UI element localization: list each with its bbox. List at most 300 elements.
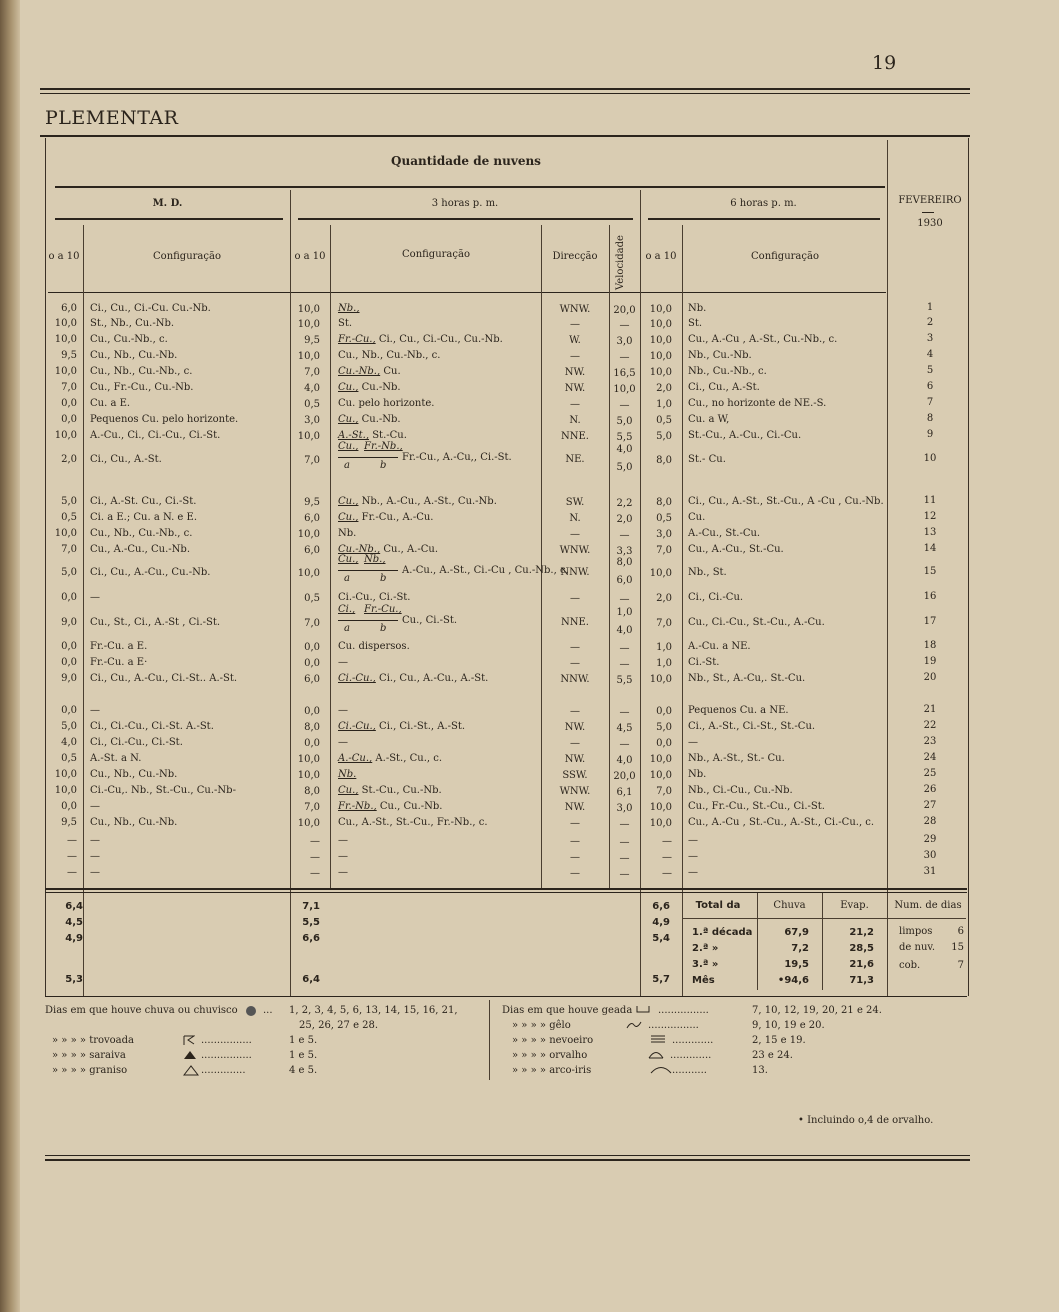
p3-scale-value: 0,0	[304, 738, 320, 749]
fraction-bottom-b: b	[380, 623, 387, 634]
p3-velocity-value: 4,5	[616, 723, 633, 734]
p3-scale-value: 7,0	[304, 802, 320, 813]
p3-scale-value: 6,0	[304, 674, 320, 685]
day-number: 17	[923, 616, 937, 627]
md-config-value: A.-St. a N.	[90, 753, 142, 764]
p6-scale-value: 10,0	[649, 367, 672, 378]
p3-config-value: —	[338, 737, 348, 748]
p6-config-value: Ci., Cu., A.-St., St.-Cu., A -Cu , Cu.-Nb.	[688, 496, 884, 507]
p3-scale-value: 10,0	[297, 351, 320, 362]
p3-config-value: —	[338, 835, 348, 846]
fraction-bottom-a: a	[344, 573, 350, 584]
p3-velocity-value: 2,0	[616, 514, 633, 525]
days-label: limpos	[899, 926, 933, 937]
md-config-value: —	[90, 592, 100, 603]
fraction-top-a: Cu.,	[338, 554, 359, 565]
page-heading: PLEMENTAR	[45, 107, 179, 129]
table-title: Quantidade de nuvens	[391, 154, 541, 168]
p6-config-value: Pequenos Cu. a NE.	[688, 705, 789, 716]
p3-scale-value: 0,5	[304, 399, 320, 410]
p3-scale-value: 0,0	[304, 658, 320, 669]
p3-velocity-value: 3,3	[616, 546, 633, 557]
p3-config-value: Fr.-Cu., A.-Cu,, Ci.-St.	[402, 452, 512, 463]
md-config-value: St., Nb., Cu.-Nb.	[90, 318, 175, 329]
p3-config-value: Cu. dispersos.	[338, 641, 410, 652]
p6-config-value: Ci., Ci.-Cu.	[688, 592, 744, 603]
days-label: de nuv.	[899, 942, 936, 953]
p3-direction-value: SW.	[565, 497, 585, 508]
md-config-value: Cu., Nb., Cu.-Nb., c.	[90, 366, 193, 377]
md-config-value: Ci., A.-St. Cu., Ci.-St.	[90, 496, 197, 507]
p3-scale-value: 7,0	[304, 455, 320, 466]
md-summary-value: 6,4	[65, 901, 83, 912]
legend-dots: ................	[201, 1035, 252, 1046]
md-config-header: Configuração	[153, 251, 221, 262]
md-scale-value: 9,0	[61, 673, 77, 684]
p3-velocity-value: —	[619, 819, 630, 830]
p6-summary-value: 5,4	[652, 933, 670, 944]
day-number: 28	[923, 816, 937, 827]
p6-scale-value: 8,0	[656, 455, 672, 466]
p3-velocity-value: 4,0	[616, 755, 633, 766]
days-value: 7	[957, 960, 964, 971]
md-scale-value: 10,0	[54, 769, 77, 780]
p3-direction-value: —	[570, 836, 580, 847]
fraction-bottom-b: b	[380, 573, 387, 584]
p6-scale-value: 7,0	[656, 786, 672, 797]
p3-config-value: Nb.	[338, 769, 357, 780]
p3-direction-value: WNW.	[559, 304, 591, 315]
fraction-top-b: Fr.-Cu.,	[364, 604, 402, 615]
md-summary-value: 4,9	[65, 933, 83, 944]
p3-config-value: Cu.-Nb., Cu.	[338, 366, 401, 377]
md-rule	[55, 218, 283, 220]
p3-velocity-value: —	[619, 400, 630, 411]
day-number: 7	[926, 397, 934, 408]
legend-days: 9, 10, 19 e 20.	[752, 1020, 825, 1031]
p6-config-value: Cu., A.-Cu , St.-Cu., A.-St., Ci.-Cu., c.	[688, 817, 875, 828]
legend-days: 4 e 5.	[289, 1065, 318, 1076]
totals-rain: 19,5	[784, 959, 809, 970]
p6-scale-value: 0,0	[656, 706, 672, 717]
day-number: 30	[923, 850, 937, 861]
day-number: 19	[923, 656, 937, 667]
hail-icon	[183, 1050, 197, 1063]
p3-scale-value: 9,5	[304, 497, 320, 508]
legend-label: Dias em que houve chuva ou chuvisco	[45, 1005, 238, 1016]
md-config-value: Cu. a E.	[90, 398, 131, 409]
md-scale-value: 4,0	[61, 737, 77, 748]
md-scale-header: o a 10	[48, 251, 80, 262]
p3-scale-value: 10,0	[297, 818, 320, 829]
md-config-value: Cu., Cu.-Nb., c.	[90, 334, 168, 345]
totals-header-cell: Chuva	[773, 900, 806, 911]
p3-config-value: Ci.-Cu., Ci., Ci.-St., A.-St.	[338, 721, 466, 732]
p3-scale-value: 3,0	[304, 415, 320, 426]
md-config-value: —	[90, 801, 100, 812]
md-config-value: —	[90, 705, 100, 716]
md-scale-value: 10,0	[54, 318, 77, 329]
md-scale-value: 10,0	[54, 366, 77, 377]
md-config-value: Cu., Nb., Cu.-Nb.	[90, 350, 178, 361]
md-config-value: Cu., A.-Cu., Cu.-Nb.	[90, 544, 191, 555]
day-number: 5	[926, 365, 934, 376]
md-config-value: Ci.-Cu,. Nb., St.-Cu., Cu.-Nb-	[90, 785, 236, 796]
p6-scale-value: 1,0	[656, 642, 672, 653]
frost-icon	[636, 1005, 650, 1016]
p3-velocity-value: 6,1	[616, 787, 633, 798]
p6-scale-value: —	[662, 836, 672, 847]
totals-line-2	[822, 893, 823, 990]
section-3pm: 3 horas p. m.	[431, 198, 499, 209]
days-value: 6	[957, 926, 964, 937]
p3-config-value: Cu., Ci.-St.	[402, 615, 458, 626]
p3-velocity-value: —	[619, 853, 630, 864]
days-header: Num. de dias	[894, 900, 962, 911]
p6-scale-value: 5,0	[656, 722, 672, 733]
totals-rain: 67,9	[784, 927, 809, 938]
p3-config-value: Cu., A.-St., St.-Cu., Fr.-Nb., c.	[338, 817, 488, 828]
legend-label: » » » » graniso	[52, 1065, 128, 1076]
md-summary-value: 5,3	[65, 974, 83, 985]
md-config-value: Fr.-Cu. a E·	[90, 657, 148, 668]
p3-velocity-value: —	[619, 594, 630, 605]
p3-velocity-value: —	[619, 707, 630, 718]
p6-config-value: Cu., A.-Cu , A.-St., Cu.-Nb., c.	[688, 334, 838, 345]
md-scale-value: —	[67, 835, 77, 846]
p3-config-value: Nb.,	[338, 303, 360, 314]
p3-velocity-value: 20,0	[613, 305, 636, 316]
p3-summary-value: 6,6	[302, 933, 320, 944]
p3-config-value: Cu., Fr.-Cu., A.-Cu.	[338, 512, 434, 523]
legend-dots: .............	[672, 1035, 714, 1046]
p3-config-value: Fr.-Cu., Ci., Cu., Ci.-Cu., Cu.-Nb.	[338, 334, 503, 345]
book-binding	[0, 0, 20, 1312]
day-number: 13	[923, 527, 937, 538]
md-scale-value: 10,0	[54, 528, 77, 539]
p6-scale-value: 0,5	[656, 415, 672, 426]
section-6pm: 6 horas p. m.	[730, 198, 797, 209]
day-number: 12	[923, 511, 937, 522]
rain-dot-icon	[245, 1005, 257, 1020]
md-config-value: Cu., Fr.-Cu., Cu.-Nb.	[90, 382, 194, 393]
summary-rule-top-thin	[45, 892, 967, 893]
legend-label: » » » » nevoeiro	[512, 1035, 594, 1046]
summary-rule-bottom	[45, 996, 967, 997]
totals-evap: 28,5	[849, 943, 874, 954]
totals-label: Mês	[692, 975, 715, 986]
p3-velocity-value: 16,5	[613, 368, 636, 379]
p6-config-value: Ci., A.-St., Ci.-St., St.-Cu.	[688, 721, 816, 732]
p6-config-value: Ci.-St.	[688, 657, 720, 668]
p6-summary-value: 5,7	[652, 974, 670, 985]
p6-config-value: St.-Cu., A.-Cu., Ci.-Cu.	[688, 430, 802, 441]
md-scale-value: 0,0	[61, 657, 77, 668]
year-label: 1930	[917, 218, 943, 229]
p3-config-value: —	[338, 657, 348, 668]
md-config-value: Cu., Nb., Cu.-Nb.	[90, 769, 178, 780]
p6-scale-value: 10,0	[649, 319, 672, 330]
p3-config-value: Ci.-Cu., Ci., Cu., A.-Cu., A.-St.	[338, 673, 489, 684]
p6-scale-value: 0,0	[656, 738, 672, 749]
p6-scale-value: 7,0	[656, 545, 672, 556]
graupel-icon	[183, 1065, 199, 1079]
day-number: 4	[926, 349, 934, 360]
day-number: 10	[923, 453, 937, 464]
fraction-bottom-a: a	[344, 623, 350, 634]
month-label: FEVEREIRO	[898, 195, 962, 206]
thunder-icon	[183, 1035, 195, 1049]
p3-velocity-value: —	[619, 352, 630, 363]
p3-velocity-value: —	[619, 869, 630, 880]
p3-direction-value: —	[570, 706, 580, 717]
p3-config-value: Ci.-Cu., Ci.-St.	[338, 592, 411, 603]
p6-summary-value: 6,6	[652, 901, 670, 912]
p3-scale-value: 0,0	[304, 706, 320, 717]
p6-config-value: Cu., A.-Cu., St.-Cu.	[688, 544, 784, 555]
legend-label: » » » » arco-iris	[512, 1065, 592, 1076]
p3-scale-value: —	[310, 836, 320, 847]
totals-header-cell: Total da	[695, 900, 741, 911]
p6-config-value: Cu.	[688, 512, 706, 523]
p3-velocity-value: 5,5	[616, 675, 633, 686]
p3-scale-value: 6,0	[304, 545, 320, 556]
p3-velocity-value-2: 5,0	[616, 462, 633, 473]
p3-config-value: A.-St., St.-Cu.	[338, 430, 407, 441]
legend-days: 13.	[752, 1065, 768, 1076]
p3-velocity-value: —	[619, 659, 630, 670]
p6-config-value: Nb., St.	[688, 567, 727, 578]
p6-config-value: A.-Cu. a NE.	[688, 641, 751, 652]
md-scale-value: 9,5	[61, 350, 77, 361]
legend-label: » » » » gêlo	[512, 1020, 571, 1031]
p6-config-value: Cu. a W,	[688, 414, 730, 425]
p6-config-value: —	[688, 737, 698, 748]
p3-scale-value: 10,0	[297, 431, 320, 442]
p3-rule	[298, 218, 633, 220]
day-number: 14	[923, 543, 937, 554]
md-scale-value: 0,0	[61, 414, 77, 425]
p6-scale-value: 10,0	[649, 818, 672, 829]
legend-divider	[489, 1000, 490, 1080]
legend-days: 1 e 5.	[289, 1035, 318, 1046]
legend-dots: ...	[263, 1005, 273, 1016]
p6-scale-value: 3,0	[656, 529, 672, 540]
p6-scale-value: 1,0	[656, 399, 672, 410]
p3-direction-value: N.	[569, 513, 581, 524]
p3-velocity-value: 3,0	[616, 803, 633, 814]
p3-direction-value: —	[570, 868, 580, 879]
col-line-3	[330, 225, 331, 889]
md-config-value: —	[90, 851, 100, 862]
p3-velocity-value: —	[619, 739, 630, 750]
p6-scale-header: o a 10	[645, 251, 677, 262]
section-md: M. D.	[152, 198, 183, 209]
p3-scale-value: 4,0	[304, 383, 320, 394]
legend-days: 7, 10, 12, 19, 20, 21 e 24.	[752, 1005, 882, 1016]
p6-scale-value: 10,0	[649, 335, 672, 346]
md-scale-value: 10,0	[54, 785, 77, 796]
legend-dots: ................	[201, 1050, 252, 1061]
p3-scale-value: 7,0	[304, 618, 320, 629]
fog-icon	[650, 1035, 666, 1046]
legend-days: 2, 15 e 19.	[752, 1035, 806, 1046]
p3-direction-value: —	[570, 529, 580, 540]
p3-velocity-value: 8,0	[616, 557, 633, 568]
md-config-value: Cu., Nb., Cu.-Nb.	[90, 817, 178, 828]
p6-scale-value: 10,0	[649, 674, 672, 685]
totals-label: 2.ª »	[692, 943, 719, 954]
p3-velocity-value: 3,0	[616, 336, 633, 347]
day-number: 6	[926, 381, 934, 392]
fraction-top-b: Fr.-Nb.,	[364, 441, 403, 452]
p3-direction-value: WNW.	[559, 786, 591, 797]
p6-scale-value: 10,0	[649, 568, 672, 579]
md-config-value: A.-Cu., Ci., Ci.-Cu., Ci.-St.	[90, 430, 221, 441]
day-number: 18	[923, 640, 937, 651]
p3-config-value: —	[338, 705, 348, 716]
fraction-bar	[338, 620, 398, 621]
p3-direction-value: NW.	[564, 383, 586, 394]
p6-config-value: Nb.	[688, 303, 707, 314]
days-label: cob.	[899, 960, 921, 971]
day-number: 26	[923, 784, 937, 795]
p3-direction-value: NW.	[564, 367, 586, 378]
header-bottom-rule	[48, 292, 886, 293]
p3-config-value: Cu., Nb., A.-Cu., A.-St., Cu.-Nb.	[338, 496, 497, 507]
p6-config-value: Nb., Cu.-Nb., c.	[688, 366, 767, 377]
p3-scale-header: o a 10	[294, 251, 326, 262]
p3-config-value: Cu.-Nb., Cu., A.-Cu.	[338, 544, 439, 555]
p6-scale-value: 7,0	[656, 618, 672, 629]
p3-velocity-value: 10,0	[613, 384, 636, 395]
day-number: 8	[926, 413, 934, 424]
p3-scale-value: 0,0	[304, 642, 320, 653]
md-config-value: Cu., Nb., Cu.-Nb., c.	[90, 528, 193, 539]
p3-scale-value: 10,0	[297, 304, 320, 315]
p6-config-value: Ci., Cu., A.-St.	[688, 382, 760, 393]
p3-velocity-value: 1,0	[616, 607, 633, 618]
p6-scale-value: 5,0	[656, 431, 672, 442]
days-value: 15	[951, 942, 964, 953]
p3-config-value: Nb.	[338, 528, 357, 539]
totals-label: 1.ª década	[692, 927, 753, 938]
p3-direction-value: NW.	[564, 722, 586, 733]
legend-days: 23 e 24.	[752, 1050, 793, 1061]
fraction-top-b: Nb.,	[364, 554, 386, 565]
p6-config-value: Cu., Fr.-Cu., St.-Cu., Ci.-St.	[688, 801, 825, 812]
md-config-value: Fr.-Cu. a E.	[90, 641, 148, 652]
p3-velocity-value: —	[619, 320, 630, 331]
col-line-7	[682, 225, 683, 997]
md-config-value: Ci., Ci.-Cu., Ci.-St.	[90, 737, 183, 748]
md-scale-value: 9,0	[61, 617, 77, 628]
p6-scale-value: —	[662, 852, 672, 863]
p3-velocity-value-2: 6,0	[616, 575, 633, 586]
p3-config-value: —	[338, 851, 348, 862]
p3-config-value: St.	[338, 318, 353, 329]
md-scale-value: 6,0	[61, 303, 77, 314]
p3-direction-value: —	[570, 852, 580, 863]
p6-config-value: St.- Cu.	[688, 454, 726, 465]
fraction-top-a: Cu.,	[338, 441, 359, 452]
md-summary-value: 4,5	[65, 917, 83, 928]
legend-days: 1 e 5.	[289, 1050, 318, 1061]
day-number: 23	[923, 736, 937, 747]
p3-velocity-value: 5,5	[616, 432, 633, 443]
p3-scale-value: —	[310, 868, 320, 879]
legend-dots: ................	[648, 1020, 699, 1031]
title-rule	[55, 186, 885, 188]
p3-direction-value: —	[570, 738, 580, 749]
p3-direction-value: NW.	[564, 754, 586, 765]
days-header-rule	[888, 918, 966, 919]
md-scale-value: 9,5	[61, 817, 77, 828]
p6-config-value: Nb., Cu.-Nb.	[688, 350, 752, 361]
dew-icon	[648, 1050, 664, 1062]
md-config-value: —	[90, 835, 100, 846]
p3-direction-value: NNE.	[561, 431, 589, 442]
p3-scale-value: 10,0	[297, 568, 320, 579]
p3-direction-value: NNW.	[560, 567, 590, 578]
p3-dir-header: Direcção	[552, 251, 598, 262]
p6-config-value: Cu., no horizonte de NE.-S.	[688, 398, 827, 409]
p6-config-value: A.-Cu., St.-Cu.	[688, 528, 761, 539]
totals-header-rule	[682, 918, 887, 919]
p6-scale-value: 10,0	[649, 304, 672, 315]
p3-scale-value: 0,5	[304, 593, 320, 604]
year-dash	[922, 212, 934, 213]
p3-summary-value: 6,4	[302, 974, 320, 985]
md-scale-value: —	[67, 851, 77, 862]
legend-label: Dias em que houve geada	[502, 1005, 633, 1016]
ice-icon	[626, 1020, 642, 1032]
day-number: 2	[926, 317, 934, 328]
md-scale-value: 2,0	[61, 454, 77, 465]
p3-velocity-value: 20,0	[613, 771, 636, 782]
p3-scale-value: 7,0	[304, 367, 320, 378]
day-number: 15	[923, 566, 937, 577]
p6-rule	[648, 218, 880, 220]
md-scale-value: 10,0	[54, 430, 77, 441]
p3-velocity-value: 2,2	[616, 498, 633, 509]
md-scale-value: —	[67, 867, 77, 878]
md-scale-value: 0,0	[61, 398, 77, 409]
md-scale-value: 0,0	[61, 801, 77, 812]
legend-label: » » » » orvalho	[512, 1050, 588, 1061]
p3-summary-value: 5,5	[302, 917, 320, 928]
day-number: 16	[923, 591, 937, 602]
p3-velocity-value: —	[619, 837, 630, 848]
p3-scale-value: 10,0	[297, 529, 320, 540]
page-number: 19	[872, 52, 897, 74]
heading-rule	[40, 135, 970, 137]
p3-config-value: Cu. pelo horizonte.	[338, 398, 435, 409]
p3-direction-value: —	[570, 351, 580, 362]
day-number: 11	[923, 495, 937, 506]
col-line-1	[83, 225, 84, 997]
p3-velocity-value: —	[619, 530, 630, 541]
legend-dots: .............	[670, 1050, 712, 1061]
day-number: 24	[923, 752, 937, 763]
day-number: 1	[926, 302, 934, 313]
md-config-value: Cu., St., Ci., A.-St , Ci.-St.	[90, 617, 221, 628]
p3-config-header: Configuração	[402, 249, 470, 260]
rainbow-icon	[650, 1065, 672, 1077]
p6-config-value: St.	[688, 318, 703, 329]
p6-scale-value: 10,0	[649, 351, 672, 362]
totals-evap: 21,6	[849, 959, 874, 970]
